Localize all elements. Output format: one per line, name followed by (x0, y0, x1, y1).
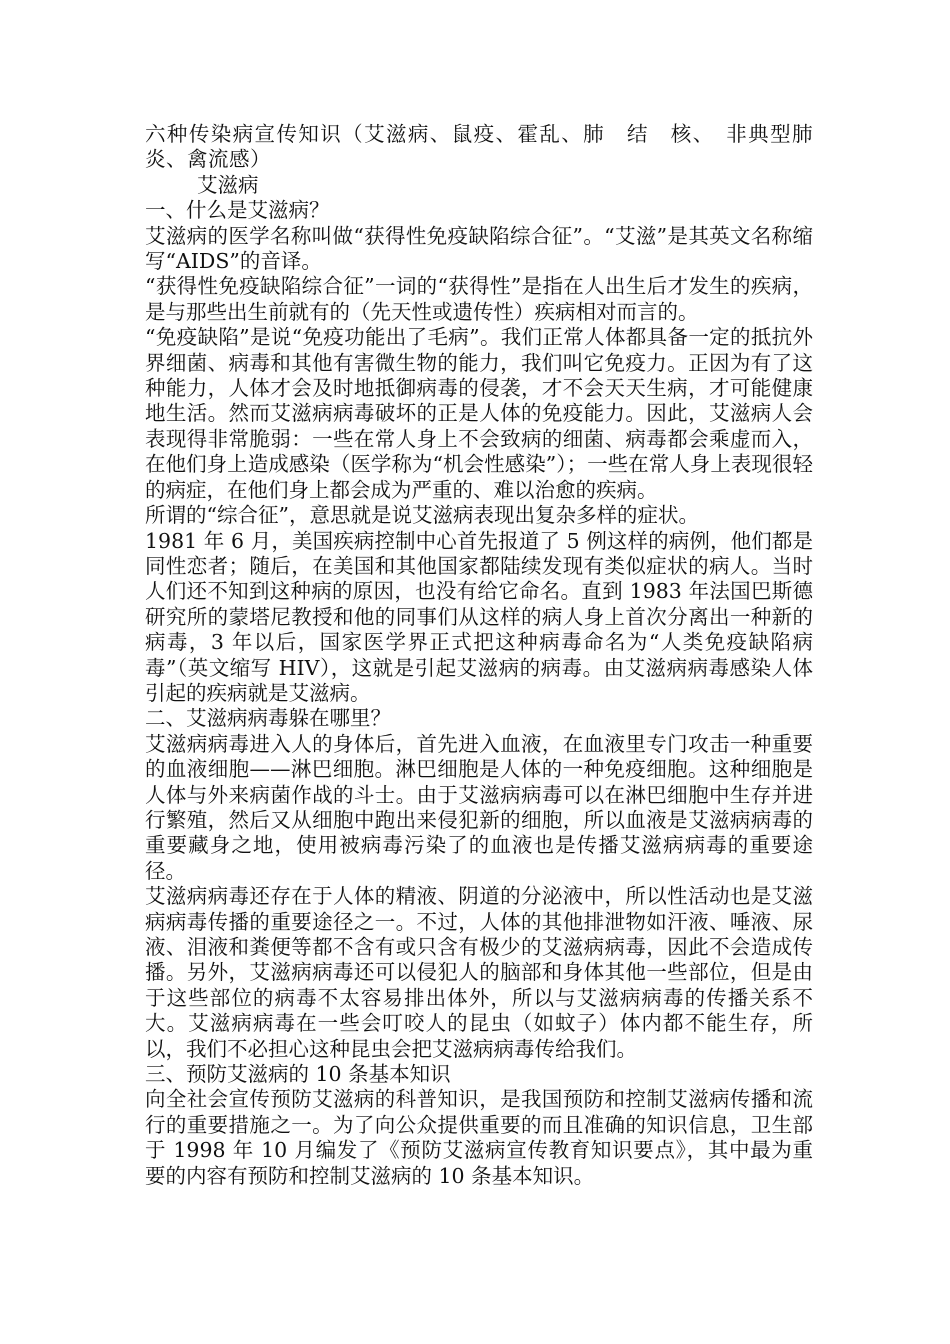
heading-where-virus-hides: 二、艾滋病病毒躲在哪里？ (145, 706, 391, 731)
paragraph-immune-deficiency: “免疫缺陷”是说“免疫功能出了毛病”。我们正常人体都具备一定的抵抗外界细菌、病毒和其他有害微生物的能力，我们叫它免疫力。正因为有了这种能力，人体才会及时地抵御病毒的侵袭，才不会天天生病，才可能健康地生活。然而艾滋病病毒破坏的正是人体的免疫能力。因此，艾滋病人会表现得非常脆弱：一些在常人身上不会致病的细菌、病毒都会乘虚而入，在他们身上造成感染（医学称为“机会性感染”）；一些在常人身上表现很轻的病症，在他们身上都会成为严重的、难以治愈的疾病。 (145, 325, 813, 502)
paragraph-syndrome: 所谓的“综合征”，意思就是说艾滋病表现出复杂多样的症状。 (145, 503, 699, 528)
section-title-aids: 艾滋病 (197, 172, 259, 197)
document-body (145, 122, 813, 1189)
paragraph-medical-name: 艾滋病的医学名称叫做“获得性免疫缺陷综合征”。“艾滋”是其英文名称缩写“AIDS”的音译。 (145, 223, 813, 274)
heading-what-is-aids: 一、什么是艾滋病？ (145, 198, 330, 223)
paragraph-blood: 艾滋病病毒进入人的身体后，首先进入血液，在血液里专门攻击一种重要的血液细胞——淋巴细胞。淋巴细胞是人体的一种免疫细胞。这种细胞是人体与外来病菌作战的斗士。由于艾滋病病毒可以在淋巴细胞中生存并进行繁殖，然后又从细胞中跑出来侵犯新的细胞，所以血液是艾滋病病毒的重要藏身之地，使用被病毒污染了的血液也是传播艾滋病病毒的重要途径。 (145, 731, 813, 883)
document-title: 六种传染病宣传知识（艾滋病、鼠疫、霍乱、肺 结 核、 非典型肺炎、禽流感） (145, 122, 813, 172)
paragraph-history: 1981 年 6 月，美国疾病控制中心首先报道了 5 例这样的病例，他们都是同性恋者；随后，在美国和其他国家都陆续发现有类似症状的病人。当时人们还不知到这种病的原因，也没有给它命名。直到 1983 年法国巴斯德研究所的蒙塔尼教授和他的同事们从这样的病人身上首次分离出一种新的病毒，3 年以后，国家医学界正式把这种病毒命名为“人类免疫缺陷病毒”（英文缩写 HIV），这就是引起艾滋病的病毒。由艾滋病病毒感染人体引起的疾病就是艾滋病。 (145, 528, 813, 705)
paragraph-body-fluids: 艾滋病病毒还存在于人体的精液、阴道的分泌液中，所以性活动也是艾滋病病毒传播的重要途径之一。不过，人体的其他排泄物如汗液、唾液、尿液、泪液和粪便等都不含有或只含有极少的艾滋病病毒，因此不会造成传播。另外，艾滋病病毒还可以侵犯人的脑部和身体其他一些部位，但是由于这些部位的病毒不太容易排出体外，所以与艾滋病病毒的传播关系不大。艾滋病病毒在一些会叮咬人的昆虫（如蚊子）体内都不能生存，所以，我们不必担心这种昆虫会把艾滋病病毒传给我们。 (145, 884, 813, 1061)
paragraph-acquired: “获得性免疫缺陷综合征”一词的“获得性”是指在人出生后才发生的疾病，是与那些出生前就有的（先天性或遗传性）疾病相对而言的。 (145, 274, 813, 324)
paragraph-prevention: 向全社会宣传预防艾滋病的科普知识，是我国预防和控制艾滋病传播和流行的重要措施之一。为了向公众提供重要的而且准确的知识信息，卫生部于 1998 年 10 月编发了《预防艾滋病宣传教育知识要点》，其中最为重要的内容有预防和控制艾滋病的 10 条基本知识。 (145, 1087, 813, 1188)
heading-prevention-knowledge: 三、预防艾滋病的 10 条基本知识 (145, 1062, 451, 1087)
